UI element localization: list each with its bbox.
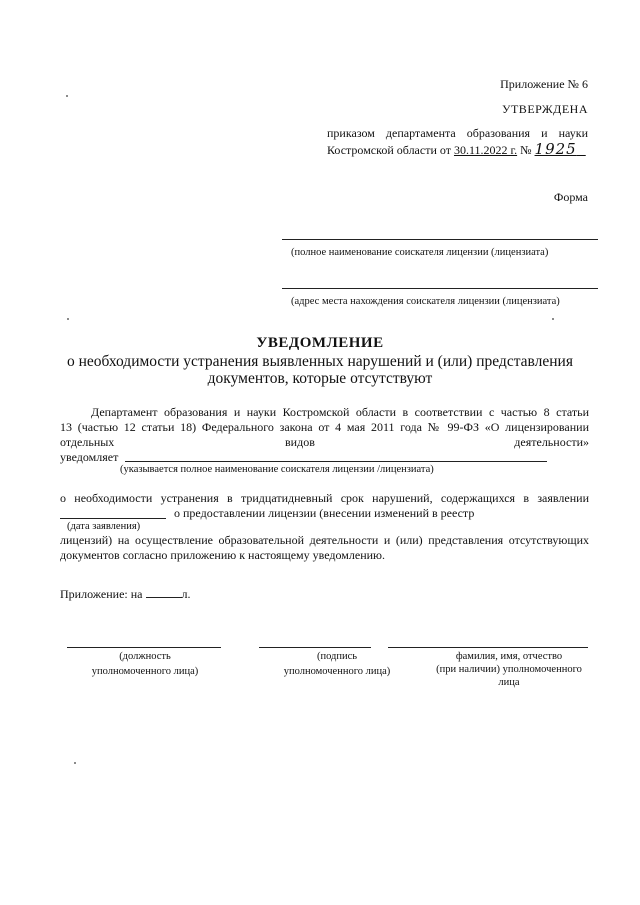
applicant-full-name-line bbox=[125, 461, 547, 462]
applicant-name-line bbox=[282, 239, 598, 240]
word-otdelnyh: отдельных bbox=[60, 435, 115, 449]
position-caption-line-2: уполномоченного лица) bbox=[91, 666, 199, 677]
approved-label: УТВЕРЖДЕНА bbox=[501, 102, 588, 116]
application-date-caption: (дата заявления) bbox=[67, 521, 141, 532]
order-line-1: приказом департамента образования и науки bbox=[327, 126, 588, 140]
signature-caption-line-2: уполномоченного лица) bbox=[283, 666, 391, 677]
paragraph-1-line-2: 13 (частью 12 статьи 18) Федерального закона от 4 мая 2011 года № 99-ФЗ «О лицензировании bbox=[60, 420, 589, 434]
signature-caption-line-1: (подпись bbox=[316, 651, 358, 662]
position-line bbox=[67, 647, 221, 648]
paragraph-1-line-3 bbox=[60, 435, 589, 450]
applicant-address-caption: (адрес места нахождения соискателя лицензии (лицензиата) bbox=[291, 296, 560, 307]
scan-speck bbox=[66, 95, 68, 97]
full-name-caption-line-2: (при наличии) уполномоченного bbox=[436, 664, 582, 675]
document-subtitle-line-1: о необходимости устранения выявленных нарушений и (или) представления bbox=[67, 353, 573, 370]
paragraph-2-line-2: о предоставлении лицензии (внесении изменений в реестр bbox=[174, 506, 475, 520]
paragraph-2-line-1: о необходимости устранения в тридцатидневный срок нарушений, содержащихся в заявлении bbox=[60, 491, 589, 505]
full-name-caption-line-3: лица bbox=[498, 677, 520, 688]
paragraph-2-line-3: лицензий) на осуществление образовательной деятельности и (или) представления отсутствующих bbox=[60, 533, 589, 547]
document-title: УВЕДОМЛЕНИЕ bbox=[256, 335, 384, 351]
applicant-name-caption: (полное наименование соискателя лицензии (лицензиата) bbox=[291, 247, 549, 258]
form-label: Форма bbox=[553, 190, 588, 204]
signature-caption bbox=[262, 651, 412, 677]
attachment-pages-blank bbox=[146, 587, 182, 598]
word-deyatelnosti: деятельности» bbox=[514, 435, 589, 449]
applicant-address-line bbox=[282, 288, 598, 289]
paragraph-2-line-4: документов согласно приложению к настоящему уведомлению. bbox=[60, 548, 386, 562]
order-number-label: № bbox=[520, 143, 532, 157]
position-caption-line-1: (должность bbox=[119, 651, 171, 662]
position-caption bbox=[70, 651, 220, 677]
applicant-full-name-caption: (указывается полное наименование соискателя лицензии /лицензиата) bbox=[120, 464, 434, 475]
appendix-number: Приложение № 6 bbox=[500, 77, 588, 91]
signature-line bbox=[259, 647, 371, 648]
scan-speck bbox=[67, 318, 69, 320]
attachment-suffix: л. bbox=[181, 587, 191, 601]
scan-speck bbox=[552, 318, 554, 320]
word-vidov: видов bbox=[285, 435, 315, 449]
document-subtitle-line-2: документов, которые отсутствуют bbox=[207, 370, 433, 387]
notifies-label: уведомляет bbox=[60, 450, 119, 464]
scan-speck bbox=[74, 762, 76, 764]
paragraph-1-line-1: Департамент образования и науки Костромской области в соответствии с частью 8 статьи bbox=[91, 405, 589, 419]
order-line-2 bbox=[327, 140, 597, 158]
order-line-2-prefix: Костромской области от bbox=[327, 143, 451, 157]
application-date-line bbox=[60, 518, 166, 519]
full-name-caption-line-1: фамилия, имя, отчество bbox=[455, 651, 563, 662]
order-number-handwritten: 1925 bbox=[534, 140, 577, 158]
full-name-caption bbox=[420, 651, 598, 688]
attachment-row bbox=[60, 587, 191, 602]
full-name-line bbox=[388, 647, 588, 648]
order-date: 30.11.2022 г. bbox=[453, 143, 518, 157]
attachment-label: Приложение: на bbox=[60, 587, 143, 601]
